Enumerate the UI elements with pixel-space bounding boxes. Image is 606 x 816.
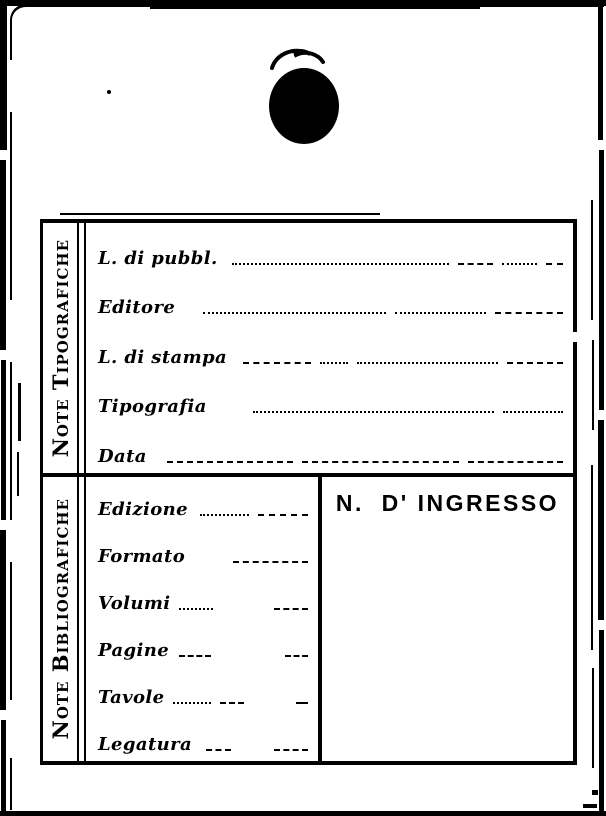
field-label: Tavole	[98, 687, 165, 708]
scan-gap	[8, 60, 14, 112]
scan-gap	[570, 332, 579, 342]
dotted-fill-line	[233, 561, 308, 563]
fields-tipografiche	[86, 223, 573, 473]
field-row	[98, 423, 565, 473]
scan-edge-left	[1, 720, 6, 816]
field-label: Data	[98, 445, 147, 467]
scan-mark	[17, 452, 19, 496]
scan-edge-right-thin	[591, 200, 593, 320]
field-label: Tipografia	[98, 396, 207, 418]
scan-edge-right	[598, 0, 603, 140]
scan-edge-right-thin	[592, 668, 594, 768]
ink-blot-flourish	[272, 51, 323, 68]
field-row	[98, 275, 565, 325]
field-label: Volumi	[98, 593, 171, 614]
side-label-column	[43, 223, 77, 473]
scan-mark	[592, 790, 598, 795]
field-label: Edizione	[98, 499, 188, 520]
scan-edge-bottom	[0, 811, 606, 816]
scan-edge-right	[598, 420, 604, 620]
dotted-fill-line	[179, 608, 308, 610]
field-row	[98, 573, 310, 620]
dotted-fill-line	[179, 655, 308, 657]
dotted-fill-line	[232, 263, 563, 265]
double-rule	[77, 223, 86, 473]
scan-edge-right	[599, 630, 604, 816]
dotted-fill-line	[206, 749, 308, 751]
scan-gap	[8, 300, 14, 362]
scan-gap	[8, 700, 14, 758]
field-label: Formato	[98, 546, 186, 567]
dotted-fill-line	[253, 411, 563, 413]
field-row	[98, 225, 565, 275]
scan-edge-left	[0, 160, 6, 350]
section-note-tipografiche	[43, 223, 573, 477]
scan-edge-right	[599, 150, 604, 410]
field-row	[98, 479, 310, 526]
field-row	[98, 620, 310, 667]
scan-mark	[583, 804, 597, 808]
dotted-fill-line	[173, 702, 309, 704]
dotted-fill-line	[203, 312, 563, 314]
scan-edge-left	[0, 530, 6, 710]
field-label: Editore	[98, 297, 176, 319]
scan-edge-right-thin	[592, 340, 594, 430]
section-side-label: Note Tipografiche	[47, 238, 73, 458]
dotted-fill-line	[200, 514, 308, 516]
catalog-card-table	[40, 219, 577, 765]
double-rule	[77, 477, 86, 761]
ingresso-cell	[322, 477, 573, 761]
ink-blot-stamp	[250, 42, 354, 148]
scan-edge-left	[1, 360, 6, 520]
ink-blot-body	[269, 68, 339, 144]
scan-edge-right-thin	[591, 465, 593, 650]
field-row	[98, 324, 565, 374]
section-note-bibliografiche	[43, 477, 573, 761]
dotted-fill-line	[243, 362, 563, 364]
scan-mark	[60, 213, 380, 215]
scan-mark	[18, 383, 21, 441]
section-side-label: Note Bibliografiche	[47, 498, 73, 740]
field-label: Pagine	[98, 640, 170, 661]
field-row	[98, 526, 310, 573]
ink-speck	[107, 90, 111, 94]
field-label: L. di stampa	[98, 346, 228, 368]
scan-gap	[8, 520, 14, 562]
field-row	[98, 714, 310, 761]
field-label: L. di pubbl.	[98, 247, 218, 269]
scan-edge-top	[150, 0, 480, 9]
side-label-column	[43, 477, 77, 761]
scan-edge-left	[0, 0, 7, 150]
field-row	[98, 374, 565, 424]
field-label: Legatura	[98, 734, 193, 755]
field-row	[98, 667, 310, 714]
dotted-fill-line	[167, 461, 563, 463]
ingresso-title: N. D' INGRESSO	[335, 490, 560, 516]
fields-bibliografiche	[86, 477, 318, 761]
